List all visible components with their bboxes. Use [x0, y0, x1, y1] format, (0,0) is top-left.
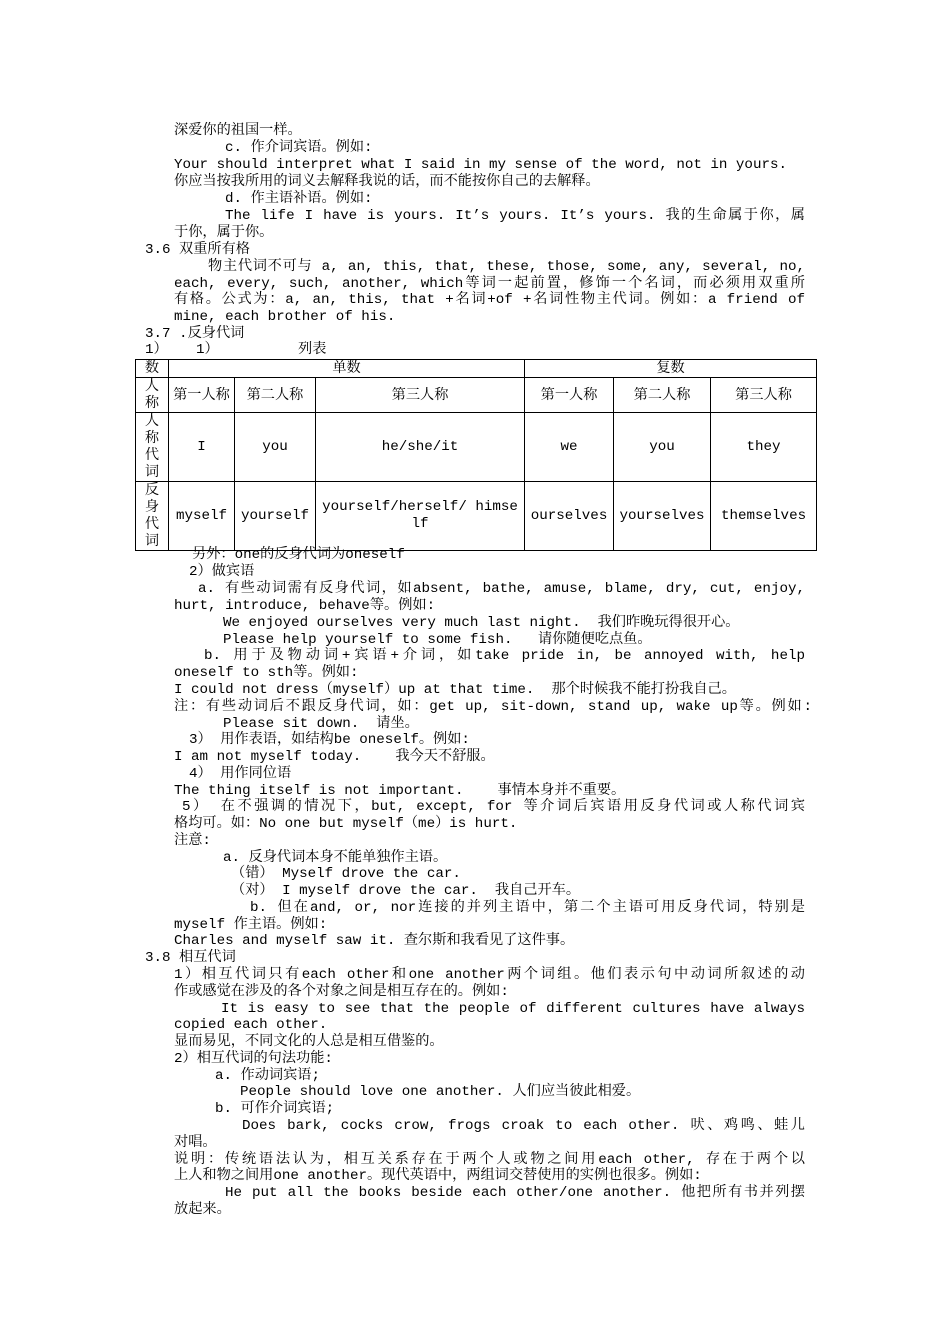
text-line: 你应当按我所用的词义去解释我说的话，而不能按你自己的去解释。 [174, 174, 600, 190]
text-line: b. 可作介词宾语; [215, 1101, 335, 1117]
list-number: 1） [196, 342, 219, 358]
section-heading: 3.7 .反身代词 [145, 326, 245, 342]
table-cell: we [525, 413, 614, 482]
text-line: I am not myself today. 我今天不舒服。 [174, 749, 495, 765]
text-line: Please sit down. 请坐。 [223, 716, 419, 732]
text-line: Does bark, cocks crow, frogs croak to each other. 吠、鸡鸣、蛙儿 [242, 1118, 805, 1134]
text-line: a. 反身代词本身不能单独作主语。 [223, 850, 448, 866]
column-header: 第三人称 [711, 378, 817, 413]
table-cell: yourselves [614, 482, 711, 551]
text-line: 作或感觉在涉及的各个对象之间是相互存在的。例如: [174, 984, 509, 1000]
text-line: mine, each brother of his. [174, 309, 396, 325]
text-line: a. 作动词宾语; [215, 1068, 320, 1084]
plural-header: 复数 [525, 360, 817, 378]
text-line: 深爱你的祖国一样。 [174, 123, 302, 139]
text-line: 1）相互代词只有each other和one another两个词组。他们表示句中动词所叙述的动 [174, 967, 805, 983]
column-header: 第三人称 [316, 378, 525, 413]
table-corner-cell: 数 [136, 360, 169, 378]
text-line: He put all the books beside each other/one another. 他把所有书并列摆 [225, 1185, 805, 1201]
text-line: 说明：传统语法认为，相互关系存在于两个人或物之间用each other, 存在于两个以 [174, 1152, 805, 1168]
text-line: 放起来。 [174, 1202, 231, 1218]
text-line: b. 但在and, or, nor连接的并列主语中，第二个主语可用反身代词，特别是 [250, 900, 805, 916]
list-number: 1） [145, 342, 168, 358]
table-cell: themselves [711, 482, 817, 551]
text-line: （对） I myself drove the car. 我自己开车。 [231, 883, 581, 899]
text-line: 格均可。如：No one but myself（me）is hurt. [174, 816, 518, 832]
text-line: myself 作主语。例如: [174, 917, 328, 933]
table-cell: you [235, 413, 316, 482]
row-header-label: 人称 [136, 378, 169, 413]
table-row [136, 482, 817, 551]
table-cell: yourself [235, 482, 316, 551]
text-line: 另外：one的反身代词为oneself [192, 547, 405, 563]
text-line: b. 用于及物动词+宾语+介词，如take pride in, be annoyed with, help [204, 648, 805, 664]
text-line: 2）做宾语 [189, 564, 255, 580]
text-line: 4） 用作同位语 [189, 766, 292, 782]
table-cell: you [614, 413, 711, 482]
table-cell: myself [169, 482, 235, 551]
table-cell: yourself/herself/ himself [316, 482, 525, 551]
section-heading: 3.8 相互代词 [145, 950, 236, 966]
text-line: Your should interpret what I said in my sense of the word, not in yours. [174, 157, 787, 173]
table-cell: I [169, 413, 235, 482]
text-line: Please help yourself to some fish. 请你随便吃点鱼。 [223, 632, 652, 648]
column-header: 第二人称 [235, 378, 316, 413]
text-line: We enjoyed ourselves very much last night. 我们昨晚玩得很开心。 [223, 615, 740, 631]
text-line: 注：有些动词后不跟反身代词，如：get up, sit-down, stand up, wake up等。例如: [174, 699, 812, 715]
text-line: It is easy to see that the people of different cultures have always [221, 1001, 805, 1017]
text-line: 对唱。 [174, 1135, 217, 1151]
text-line: 注意: [174, 833, 211, 849]
text-line: 3） 用作表语，如结构be oneself。例如: [189, 732, 470, 748]
table-cell: he/she/it [316, 413, 525, 482]
text-line: hurt, introduce, behave等。例如: [174, 598, 436, 614]
text-line: The life I have is yours. It’s yours. It’s yours. 我的生命属于你，属 [225, 208, 805, 224]
text-line: 有格。公式为：a, an, this, that +名词+of +名词性物主代词。例如：a friend of [174, 292, 805, 308]
text-line: each, every, such, another, which等词一起前置，修饰一个名词，而必须用双重所 [174, 276, 805, 292]
text-line: oneself to sth等。例如: [174, 665, 359, 681]
text-line: copied each other. [174, 1017, 328, 1033]
text-line: Charles and myself saw it. 查尔斯和我看见了这件事。 [174, 933, 575, 949]
text-line: 显而易见，不同文化的人总是相互借鉴的。 [174, 1034, 444, 1050]
column-header: 第二人称 [614, 378, 711, 413]
text-line: 2）相互代词的句法功能: [174, 1051, 333, 1067]
reflexive-pronoun-table [135, 359, 817, 551]
table-row [136, 413, 817, 482]
column-header: 第一人称 [169, 378, 235, 413]
text-line: People should love one another. 人们应当彼此相爱。 [240, 1084, 641, 1100]
section-heading: 3.6 双重所有格 [145, 242, 250, 258]
text-line: 于你，属于你。 [174, 225, 274, 241]
text-line: a. 有些动词需有反身代词，如absent, bathe, amuse, blame, dry, cut, enjoy, [198, 581, 805, 597]
text-line: 5） 在不强调的情况下，but, except, for 等介词后宾语用反身代词或人称代词宾 [182, 799, 805, 815]
text-line: d. 作主语补语。例如: [225, 191, 373, 207]
table-cell: ourselves [525, 482, 614, 551]
text-line: 物主代词不可与 a, an, this, that, these, those, some, any, several, no, [208, 259, 805, 275]
text-line: 上人和物之间用one another。现代英语中，两组词交替使用的实例也很多。例如: [174, 1168, 702, 1184]
row-label: 人称代词 [136, 413, 169, 482]
text-line: （错） Myself drove the car. [231, 866, 461, 882]
column-header: 第一人称 [525, 378, 614, 413]
table-cell: they [711, 413, 817, 482]
text-line: The thing itself is not important. 事情本身并不重要。 [174, 783, 626, 799]
text-line: I could not dress（myself）up at that time. 那个时候我不能打扮我自己。 [174, 682, 736, 698]
row-label: 反身代词 [136, 482, 169, 551]
singular-header: 单数 [169, 360, 525, 378]
text-line: c. 作介词宾语。例如: [225, 140, 373, 156]
list-label: 列表 [298, 342, 327, 358]
